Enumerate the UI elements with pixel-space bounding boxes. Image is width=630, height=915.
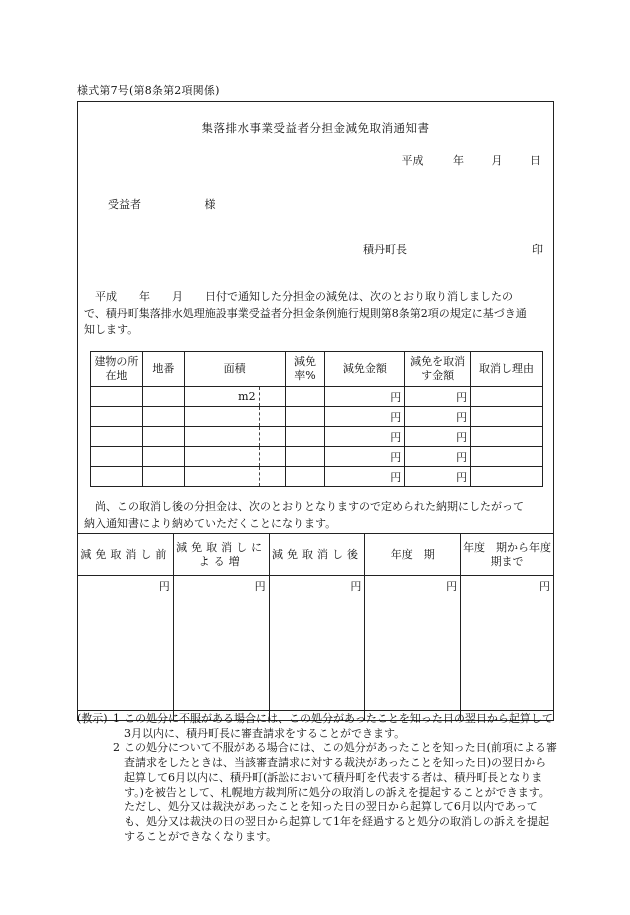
cancel-amount-cell: 円: [405, 387, 471, 407]
area-value-cell: [184, 407, 259, 427]
rate-cell: [285, 467, 325, 487]
note-item: [77, 712, 557, 741]
reason-cell: [471, 467, 543, 487]
rate-cell: [285, 407, 325, 427]
seal-mark: 印: [532, 243, 543, 256]
area-value-cell: m2: [184, 387, 259, 407]
note-text: この処分について不服がある場合には、この処分があったことを知った日(前項による審査請求をしたときは、当該審査請求に対する裁決があったことを知った日)の翌日から起算して6月以内に、積丹町(訴訟において積丹町を代表する者は、積丹町長となります。)を被告として、札幌地方裁判所に処分の取消しの訴えを提起することができます。ただし、処分又は裁決があったことを知った日の翌日から起算して6月以内であっても、処分又は裁決の日の翌日から起算して1年を経過すると処分の取消しの訴えを提起することができなくなります。: [124, 741, 557, 843]
payment-line: 納入通知書により納めていただくことになります。: [84, 516, 337, 530]
date-month: 月: [491, 154, 503, 167]
table-row: [91, 427, 543, 447]
issuer-name: 積丹町長: [363, 243, 407, 256]
header-period-range: 年度 期から年度 期まで: [461, 534, 554, 576]
recipient-line: [108, 196, 216, 212]
charge-table: [77, 533, 563, 721]
note-text: この処分に不服がある場合には、この処分があったことを知った日の翌日から起算して3月以内に、積丹町長に審査請求をすることができます。: [124, 712, 553, 740]
header-exemption-rate: 減免率%: [285, 352, 325, 387]
header-area: 面積: [184, 352, 285, 387]
lot-number-cell: [142, 407, 184, 427]
header-cancel-amount: 減免を取消す金額: [405, 352, 471, 387]
yen-cell: 円: [78, 576, 174, 721]
recipient-label: 受益者: [108, 198, 141, 211]
instruction-notes: [77, 712, 557, 844]
form-frame: [77, 101, 563, 711]
table-row: [91, 407, 543, 427]
reason-cell: [471, 387, 543, 407]
cancel-amount-cell: 円: [405, 427, 471, 447]
recipient-honorific: 様: [204, 198, 216, 211]
yen-cell: 円: [269, 576, 365, 721]
header-increase: 減免取消しによる増: [173, 534, 269, 576]
area-value-cell: [184, 427, 259, 447]
exemption-amount-cell: 円: [325, 447, 405, 467]
lot-number-cell: [142, 467, 184, 487]
exemption-table: [90, 351, 543, 487]
yen-cell: 円: [173, 576, 269, 721]
header-location: 建物の所在地: [91, 352, 143, 387]
notice-paragraph: [84, 289, 549, 339]
yen-cell: 円: [461, 576, 554, 721]
date-year: 年: [453, 154, 464, 167]
notice-line: で、積丹町集落排水処理施設事業受益者分担金条例施行規則第8条第2項の規定に基づき通: [84, 306, 527, 320]
area-unit-cell: [259, 467, 285, 487]
area-value-cell: [184, 447, 259, 467]
form-number-label: 様式第7号(第8条第2項関係): [77, 84, 220, 97]
exemption-amount-cell: 円: [325, 407, 405, 427]
table-row: [91, 387, 543, 407]
reason-cell: [471, 407, 543, 427]
location-cell: [91, 467, 143, 487]
note-item: [77, 741, 557, 844]
lot-number-cell: [142, 447, 184, 467]
area-unit-cell: [259, 427, 285, 447]
lot-number-cell: [142, 427, 184, 447]
exemption-amount-cell: 円: [325, 467, 405, 487]
reason-cell: [471, 427, 543, 447]
cancel-amount-cell: 円: [405, 407, 471, 427]
rate-cell: [285, 387, 325, 407]
area-unit-cell: [259, 387, 285, 407]
exemption-amount-cell: 円: [325, 387, 405, 407]
lot-number-cell: [142, 387, 184, 407]
table-row: [91, 467, 543, 487]
reason-cell: [471, 447, 543, 467]
location-cell: [91, 387, 143, 407]
header-cancel-reason: 取消し理由: [471, 352, 543, 387]
payment-line: 尚、この取消し後の分担金は、次のとおりとなりますので定められた納期にしたがって: [84, 500, 524, 513]
note-number: 2: [113, 741, 120, 755]
date-era: 平成: [401, 154, 424, 167]
location-cell: [91, 427, 143, 447]
location-cell: [91, 447, 143, 467]
location-cell: [91, 407, 143, 427]
header-after-cancel: 減免取消し後: [269, 534, 365, 576]
area-unit-cell: [259, 407, 285, 427]
header-lot-number: 地番: [142, 352, 184, 387]
notice-line: 平成 年 月 日付で通知した分担金の減免は、次のとおり取り消しましたの: [84, 290, 513, 303]
header-exemption-amount: 減免金額: [325, 352, 405, 387]
rate-cell: [285, 427, 325, 447]
notes-lead: (教示): [77, 712, 108, 725]
header-before-cancel: 減免取消し前: [78, 534, 174, 576]
cancel-amount-cell: 円: [405, 467, 471, 487]
yen-cell: 円: [365, 576, 461, 721]
document-title: 集落排水事業受益者分担金減免取消通知書: [201, 121, 430, 135]
issue-date: [402, 152, 542, 168]
area-value-cell: [184, 467, 259, 487]
notice-line: 知します。: [84, 323, 139, 336]
header-fiscal-period: 年度 期: [365, 534, 461, 576]
note-number: 1: [113, 712, 120, 725]
cancel-amount-cell: 円: [405, 447, 471, 467]
area-unit-cell: [259, 447, 285, 467]
payment-paragraph: [84, 499, 549, 532]
rate-cell: [285, 447, 325, 467]
exemption-amount-cell: 円: [325, 427, 405, 447]
issuer-line: [363, 241, 543, 257]
date-day: 日: [530, 154, 541, 167]
table-row: [91, 447, 543, 467]
